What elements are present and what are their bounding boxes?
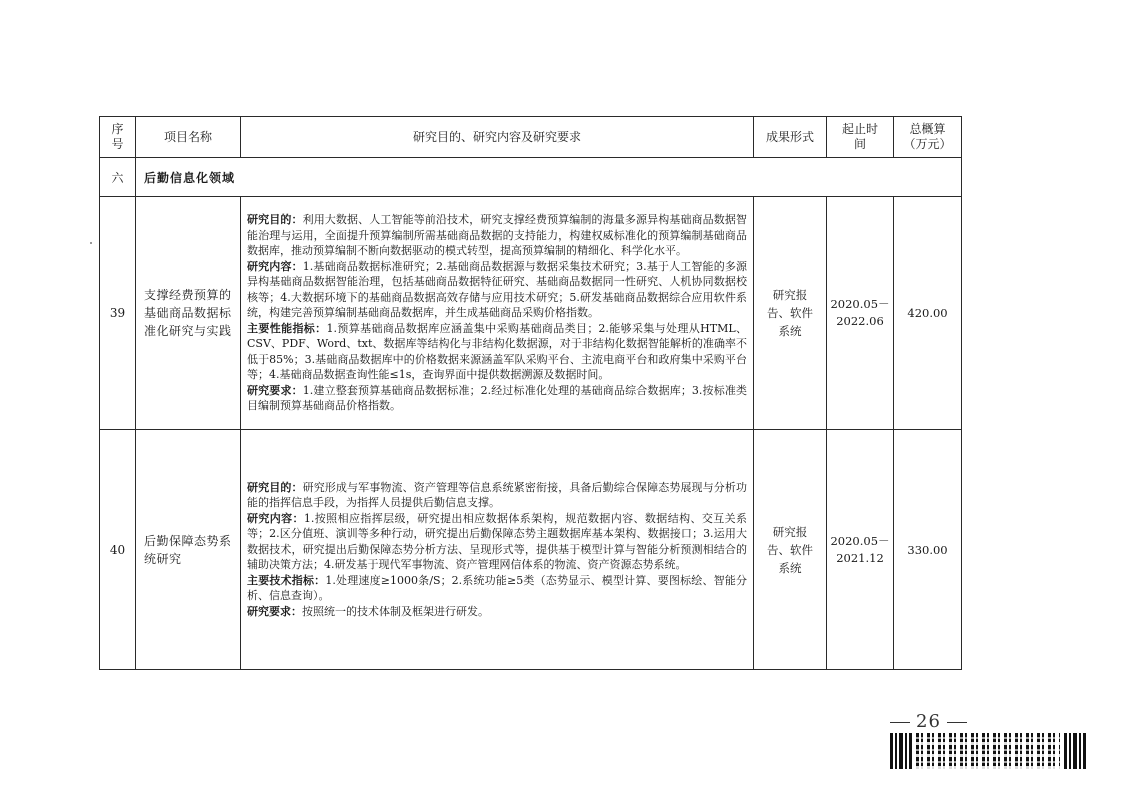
header-budget: 总概算（万元） <box>894 117 962 158</box>
indicator-paragraph <box>247 573 747 604</box>
require-text: 1.建立整套预算基础商品数据标准；2.经过标准化处理的基础商品综合数据库；3.按标准类目编制预算基础商品价格指数。 <box>247 383 748 413</box>
indicator-text: 1.处理速度≥1000条/S；2.系统功能≥5类（态势显示、模型计算、要图标绘、智能分析、信息查询）。 <box>247 573 748 603</box>
project-content <box>241 197 754 430</box>
budget: 420.00 <box>894 197 962 430</box>
page-number-dash-left <box>890 722 910 723</box>
require-label: 研究要求： <box>247 383 303 397</box>
require-paragraph <box>247 604 747 620</box>
table-row <box>100 430 962 670</box>
period-end: 2022.06 <box>836 314 884 328</box>
section-title: 后勤信息化领域 <box>136 158 962 197</box>
content-paragraph <box>247 511 747 573</box>
project-name: 支撑经费预算的基础商品数据标准化研究与实践 <box>136 197 241 430</box>
content-text: 1.按照相应指挥层级，研究提出相应数据体系架构，规范数据内容、数据结构、交互关系等；2.区分值班、演训等多种行动，研究提出后勤保障态势主题数据库基本架构、数据接口；3.运用大数据技术，研究提出后勤保障态势分析方法、呈现形式等，提供基于模型计算与智能分析预测相结合的辅助决策方法；4.研发基于现代军事物流、资产管理网信体系的物流、资产资源态势系统。 <box>247 511 747 572</box>
purpose-label: 研究目的： <box>247 480 303 494</box>
table-row <box>100 197 962 430</box>
project-name: 后勤保障态势系统研究 <box>136 430 241 670</box>
project-table <box>99 116 962 670</box>
purpose-paragraph <box>247 480 747 511</box>
header-result: 成果形式 <box>754 117 827 158</box>
content-paragraph <box>247 259 747 321</box>
table-header-row <box>100 117 962 158</box>
content-label: 研究内容： <box>247 511 304 525</box>
period-start: 2020.05－ <box>830 297 890 311</box>
page-number <box>884 711 973 732</box>
content-label: 研究内容： <box>247 259 303 273</box>
indicator-label: 主要性能指标： <box>247 321 327 335</box>
require-text: 按照统一的技术体制及框架进行研发。 <box>302 604 489 618</box>
period <box>827 197 894 430</box>
section-row <box>100 158 962 197</box>
purpose-text: 研究形成与军事物流、资产管理等信息系统紧密衔接，具备后勤综合保障态势展现与分析功能的指挥信息手段，为指挥人员提供后勤信息支撑。 <box>247 480 748 510</box>
period <box>827 430 894 670</box>
purpose-text: 利用大数据、人工智能等前沿技术，研究支撑经费预算编制的海量多源异构基础商品数据智能治理与运用，全面提升预算编制所需基础商品数据的支持能力，构建权威标准化的预算编制基础商品数据库，推动预算编制不断向数据驱动的模式转型，提高预算编制的精细化、科学化水平。 <box>247 213 748 258</box>
barcode-left-bars <box>890 733 912 769</box>
purpose-paragraph <box>247 212 747 259</box>
header-name: 项目名称 <box>136 117 241 158</box>
section-number: 六 <box>100 158 136 197</box>
content-text: 1.基础商品数据标准研究；2.基础商品数据源与数据采集技术研究；3.基于人工智能的多源异构基础商品数据智能治理，包括基础商品数据特征研究、基础商品数据同一性研究、人机协同数据校核等；4.大数据环境下的基础商品数据高效存储与应用技术研究；5.研发基础商品数据综合应用软件系统，构建完善预算编制基础商品数据库，并生成基础商品采购价格指数。 <box>247 259 748 320</box>
indicator-text: 1.预算基础商品数据库应涵盖集中采购基础商品类目；2.能够采集与处理从HTML、CSV、PDF、Word、txt、数据库等结构化与非结构化数据源，对于非结构化数据智能解析的准确率不低于85%；3.基础商品数据库中的价格数据来源涵盖军队采购平台、主流电商平台和政府集中采购平台等；4.基础商品数据查询性能≤1s，查询界面中提供数据溯源及数据时间。 <box>247 321 747 382</box>
indicator-paragraph <box>247 321 747 383</box>
row-number: 40 <box>100 430 136 670</box>
barcode-image <box>890 733 1086 769</box>
margin-mark <box>90 242 92 244</box>
header-content: 研究目的、研究内容及研究要求 <box>241 117 754 158</box>
result-form: 研究报告、软件系统 <box>754 430 827 670</box>
project-content <box>241 430 754 670</box>
header-period: 起止时间 <box>827 117 894 158</box>
page-number-text: 26 <box>916 711 941 732</box>
barcode-right-bars <box>1064 733 1086 769</box>
purpose-label: 研究目的： <box>247 213 303 227</box>
budget: 330.00 <box>894 430 962 670</box>
period-start: 2020.05－ <box>830 533 890 548</box>
indicator-label: 主要技术指标： <box>247 573 326 587</box>
require-paragraph <box>247 383 747 414</box>
require-label: 研究要求： <box>247 604 302 618</box>
page-number-dash-right <box>947 722 967 723</box>
qr-code-strip <box>916 733 1060 769</box>
row-number: 39 <box>100 197 136 430</box>
header-no: 序号 <box>100 117 136 158</box>
period-end: 2021.12 <box>836 550 884 565</box>
result-form: 研究报告、软件系统 <box>754 197 827 430</box>
